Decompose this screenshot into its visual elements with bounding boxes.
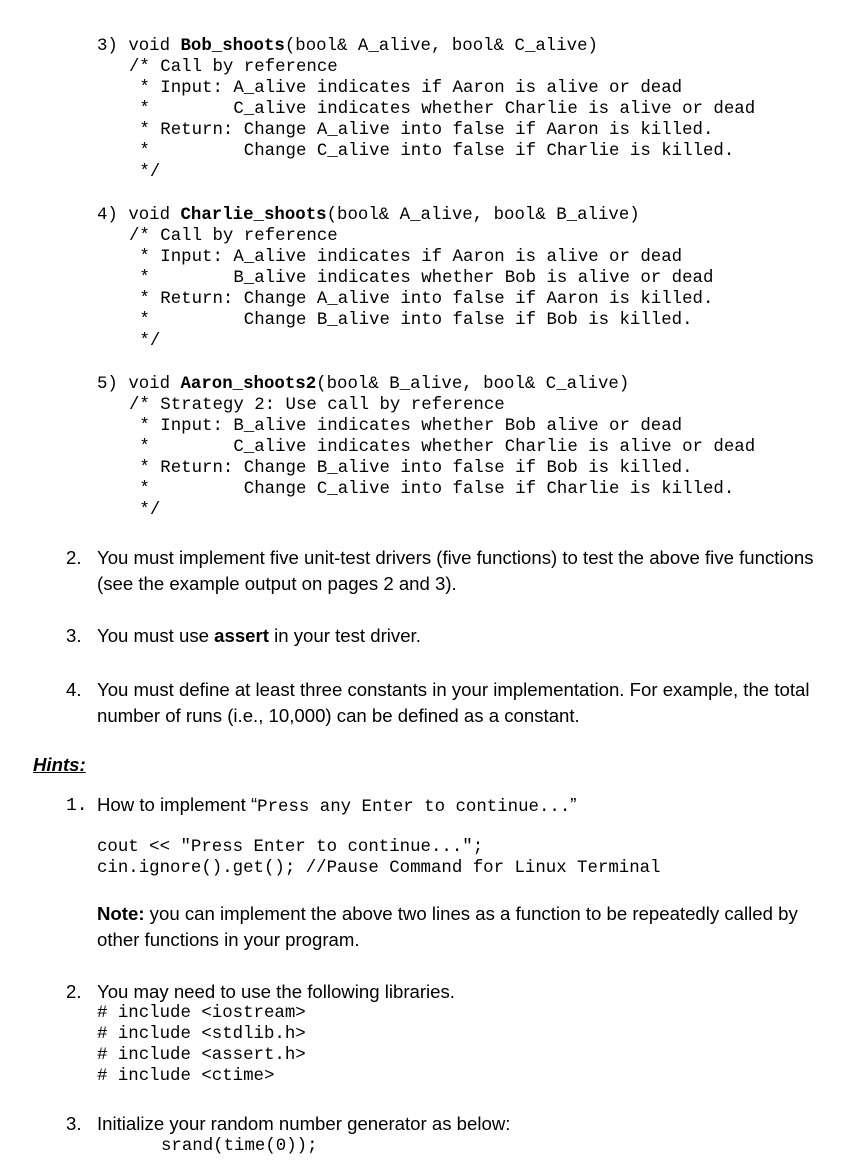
requirement-4-text: You must define at least three constants in your implementation. For example, the total number of runs (i.e., 10,000) can be defined as a constant. — [97, 679, 810, 726]
function-return-type: void — [128, 206, 181, 225]
hint-1-note — [97, 901, 817, 953]
function-5-comment: /* Strategy 2: Use call by reference * Input: B_alive indicates whether Bob alive or dead * C_alive indicates whether Charlie is alive or dead * Return: Change B_alive into false if Bob is killed. * Change C_alive into false if Charlie is killed. */ — [129, 396, 756, 520]
function-name: Bob_shoots — [180, 37, 285, 56]
function-number: 5) — [97, 375, 118, 394]
function-return-type: void — [128, 37, 181, 56]
hint-1-text-suffix: ” — [570, 794, 577, 815]
hint-2-text: You may need to use the following libraries. — [97, 981, 455, 1002]
function-5-signature — [97, 374, 629, 395]
hint-2-number: 2. — [66, 981, 82, 1002]
hint-1-code-inline: Press any Enter to continue... — [257, 798, 571, 817]
function-4-comment: /* Call by reference * Input: A_alive indicates if Aaron is alive or dead * B_alive indicates whether Bob is alive or dead * Return: Change A_alive into false if Aaron is killed. * Change B_alive into false if Bob is killed. */ — [129, 227, 714, 351]
requirement-3-text-after: in your test driver. — [268, 625, 421, 646]
function-params: (bool& A_alive, bool& B_alive) — [326, 206, 640, 225]
hints-heading: Hints: — [33, 754, 86, 775]
hint-1-text-prefix: How to implement “ — [97, 794, 258, 815]
function-number: 3) — [97, 37, 118, 56]
requirement-2-text: You must implement five unit-test drivers (five functions) to test the above five functions (see the example output on pages 2 and 3). — [97, 547, 814, 594]
hint-3-number: 3. — [66, 1113, 82, 1134]
requirement-3-bold: assert — [214, 625, 269, 646]
hint-1-note-label: Note: — [97, 903, 145, 924]
requirement-3-text-before: You must use — [97, 625, 215, 646]
function-number: 4) — [97, 206, 118, 225]
function-return-type: void — [128, 375, 181, 394]
function-3-signature — [97, 36, 598, 57]
requirement-2-number: 2. — [66, 547, 82, 568]
function-name: Aaron_shoots2 — [180, 375, 317, 394]
function-params: (bool& A_alive, bool& C_alive) — [284, 37, 598, 56]
hint-3-text: Initialize your random number generator as below: — [97, 1113, 511, 1134]
function-params: (bool& B_alive, bool& C_alive) — [316, 375, 630, 394]
function-4-signature — [97, 205, 640, 226]
hint-1-number: 1. — [66, 796, 88, 816]
hint-3-code-block: srand(time(0)); — [161, 1137, 318, 1156]
function-name: Charlie_shoots — [180, 206, 327, 225]
hint-1-text — [97, 792, 576, 818]
function-3-comment: /* Call by reference * Input: A_alive indicates if Aaron is alive or dead * C_alive indicates whether Charlie is alive or dead * Return: Change A_alive into false if Aaron is killed. * Change C_alive into false if Charlie is killed. */ — [129, 58, 756, 182]
requirement-3-number: 3. — [66, 625, 82, 646]
requirement-4-number: 4. — [66, 679, 82, 700]
hint-1-note-text: you can implement the above two lines as a function to be repeatedly called by other functions in your program. — [97, 903, 798, 950]
hint-2-code-block: # include <iostream> # include <stdlib.h> # include <assert.h> # include <ctime> — [97, 1004, 306, 1086]
hint-1-code-block: cout << "Press Enter to continue..."; cin.ignore().get(); //Pause Command for Linux Terminal — [97, 838, 661, 878]
requirement-3-text — [97, 623, 817, 649]
